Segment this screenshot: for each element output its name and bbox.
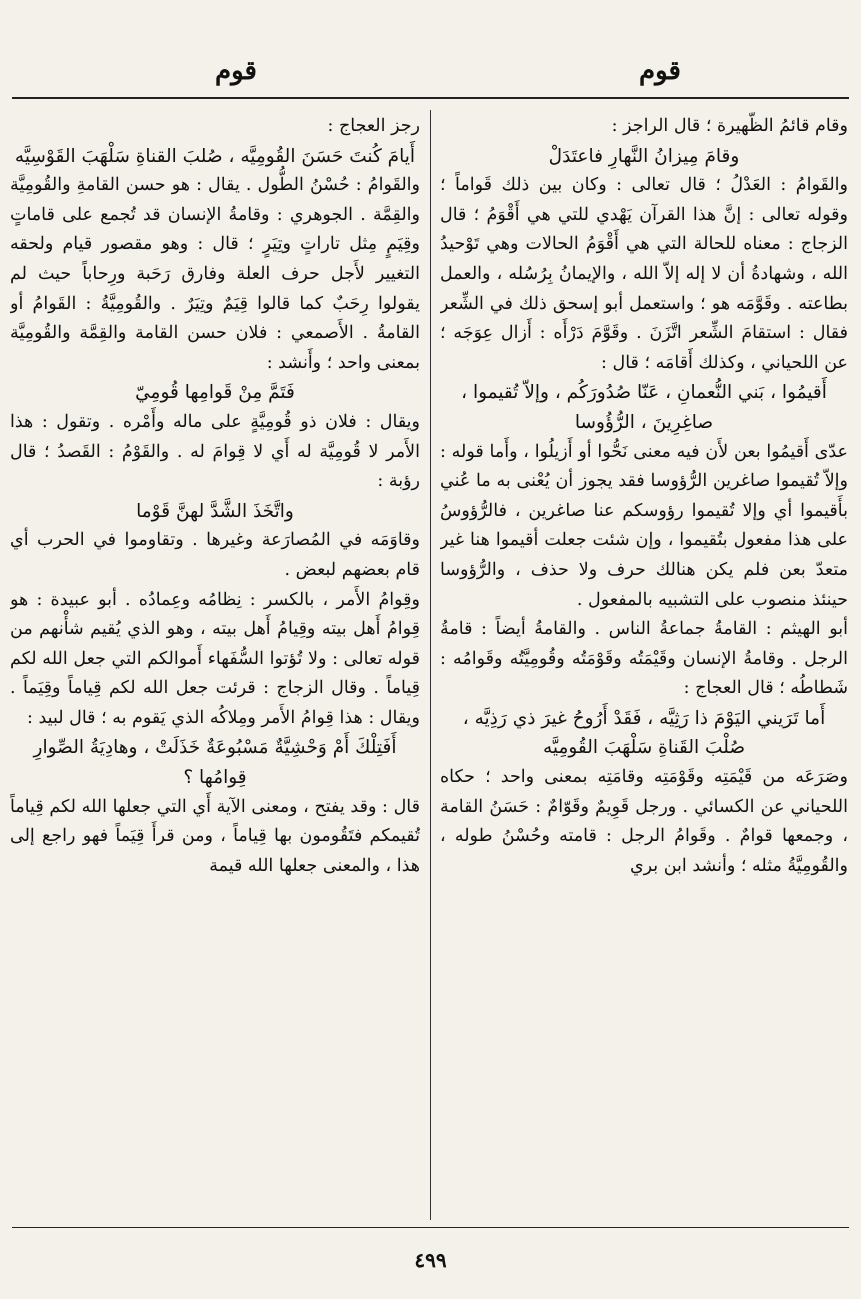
paragraph: أبو الهيثم : القامةُ جماعةُ الناس . والقامةُ أيضاً : قامةُ الرجل . وقامةُ الإنسان وقَيْمَتُه وقَوْمَتُه وقُومِيَّتُه وقَوامُه : شَطاطُه ؛ قال العجاج : <box>440 619 848 699</box>
verse: أَفَتِلْكَ أَمْ وَحْشِيَّةٌ مَسْبُوعَةٌ خَذَلَتْ ، وهادِيَةُ الصِّوارِ قِوامُها ؟ <box>33 737 397 789</box>
verse: وقامَ مِيزانُ النَّهارِ فاعتَدَلْ <box>548 145 740 167</box>
paragraph: وقام قائمُ الظَّهيرة ؛ قال الراجز : <box>611 116 848 136</box>
paragraph: رجز العجاج : <box>327 116 420 136</box>
verse: واتَّخَذَ الشَّدَّ لهنَّ قَوْما <box>136 500 294 522</box>
paragraph: قال : وقد يفتح ، ومعنى الآية أَي التي جعلها الله لكم قِياماً تُقيمكم فتَقُومون بها قِياماً ، ومن قرأَ قِيَماً فهو راجع إلى هذا ، والمعنى جعلها الله قيمة <box>10 796 420 876</box>
paragraph: والقَوامُ : حُسْنُ الطُّول . يقال : هو حسن القامةِ والقُومِيَّة والقِمَّة . الجوهري : وقامةُ الإنسان قد تُجمع على قاماتٍ وقِيَمٍ مِثل تاراتٍ وتِيَرٍ ؛ قال : وهو مقصور قيام ولحقه التغيير لأَجل حرف العلة وفارق رَحَبة ورِحاباً حيث لم يقولوا رِحَبٌ كما قالوا قِيَمٌ وتِيَرٌ . والقُومِيَّةُ : القَوامُ أو القامةُ . الأَصمعي : فلان حسن القامة والقِمَّة والقُومِيَّة بمعنى واحد ؛ وأَنشد : <box>10 175 420 373</box>
footer-rule <box>12 1227 849 1228</box>
page-number: ٤٩٩ <box>414 1248 447 1272</box>
verse: أَقيمُوا ، بَني النُّعمانِ ، عَنّا صُدُورَكُم ، وإلاّ تُقيموا ، صاغِرِينَ ، الرُّؤُوسا <box>461 382 827 433</box>
paragraph: عدّى أَقيمُوا بعن لأَن فيه معنى نَحُّوا أو أَزيلُوا ، وأَما قوله : وإلاّ تُقيموا صاغرين الرُّؤوسا فقد يجوز أن يُعْنى به ما عُني بأَقيموا أي وإلا تُقيموا رؤوسكم عنا صاغرين ، فالرُّؤوسُ على هذا مفعول بتُقيموا ، وإن شئت جعلت أقيموا هنا غير متعدّ بعن فلم يكن هنالك حرف ولا حذف ، والرُّؤوسا حينئذ منصوب على التشبيه بالمفعول . <box>440 441 848 610</box>
column-divider <box>430 110 431 1220</box>
header-left-title: قوم <box>215 56 257 86</box>
paragraph: وصَرَعَه من قَيْمَتِه وقَوْمَتِه وقامَتِه بمعنى واحد ؛ حكاه اللحياني عن الكسائي . ورجل قَوِيمٌ وقَوّامٌ : حَسَنُ القامة ، وجمعها قوامٌ . وقَوامُ الرجل : قامته وحُسْنُ طوله ، والقُومِيَّةُ مثله ؛ وأنشد ابن بري <box>440 767 848 876</box>
paragraph: وقِوامُ الأَمر ، بالكسر : نِظامُه وعِمادُه . أبو عبيدة : هو قِوامُ أَهل بيته وقِيامُ أَهل بيته ، وهو الذي يُقيم شأْنهم من قوله تعالى : ولا تُؤتوا السُّفَهاء أَموالكم التي جعل الله لكم قِياماً . وقال الزجاج : قرئت جعل الله لكم قِياماً وقِيَماً . ويقال : هذا قِوامُ الأَمر ومِلاكُه الذي يَقوم به ؛ قال لبيد : <box>10 589 420 728</box>
right-column <box>440 112 848 1217</box>
paragraph: وقاوَمَه في المُصارَعة وغيرها . وتقاوموا في الحرب أي قام بعضهم لبعض . <box>10 530 420 580</box>
verse: أَيامَ كُنتَ حَسَنَ القُومِيَّه ، صُلبَ القناةِ سَلْهَبَ القَوْسِيَّه <box>14 145 416 167</box>
verse: أَما تَرَيني اليَوْمَ ذا رَثِيَّه ، فَقَدْ أَرُوحُ غيرَ ذي رَذِيَّه ، صُلْبَ القَناةِ سَلْهَبَ القُومِيَّه <box>462 707 826 759</box>
header-rule <box>12 97 849 99</box>
verse: فَتَمَّ مِنْ قَوامِها قُومِيّ <box>135 382 295 404</box>
paragraph: ويقال : فلان ذو قُومِيَّةٍ على ماله وأَمْره . وتقول : هذا الأَمر لا قُومِيَّة له أَي لا قِوامَ له . والقَوْمُ : القَصدُ ؛ قال رؤبة : <box>10 411 420 492</box>
left-column <box>10 112 420 1217</box>
header-right-title: قوم <box>639 56 681 86</box>
paragraph: والقَوامُ : العَدْلُ ؛ قال تعالى : وكان بين ذلك قَواماً ؛ وقوله تعالى : إنَّ هذا القرآن يَهْدي للتي هي أَقْوَمُ ؛ قال الزجاج : معناه للحالة التي هي أَقْوَمُ الحالات وهي تَوْحيدُ الله ، وشهادةُ أن لا إله إلاّ الله ، والإيمانُ بِرُسُله ، والعمل بطاعته . وقَوَّمَه هو ؛ واستعمل أبو إسحق ذلك في الشِّعر فقال : استقامَ الشِّعر اتَّزَنَ . وقَوَّمَ دَرْأَه : أَزال عِوَجَه ؛ عن اللحياني ، وكذلك أَقامَه ؛ قال : <box>440 175 848 373</box>
